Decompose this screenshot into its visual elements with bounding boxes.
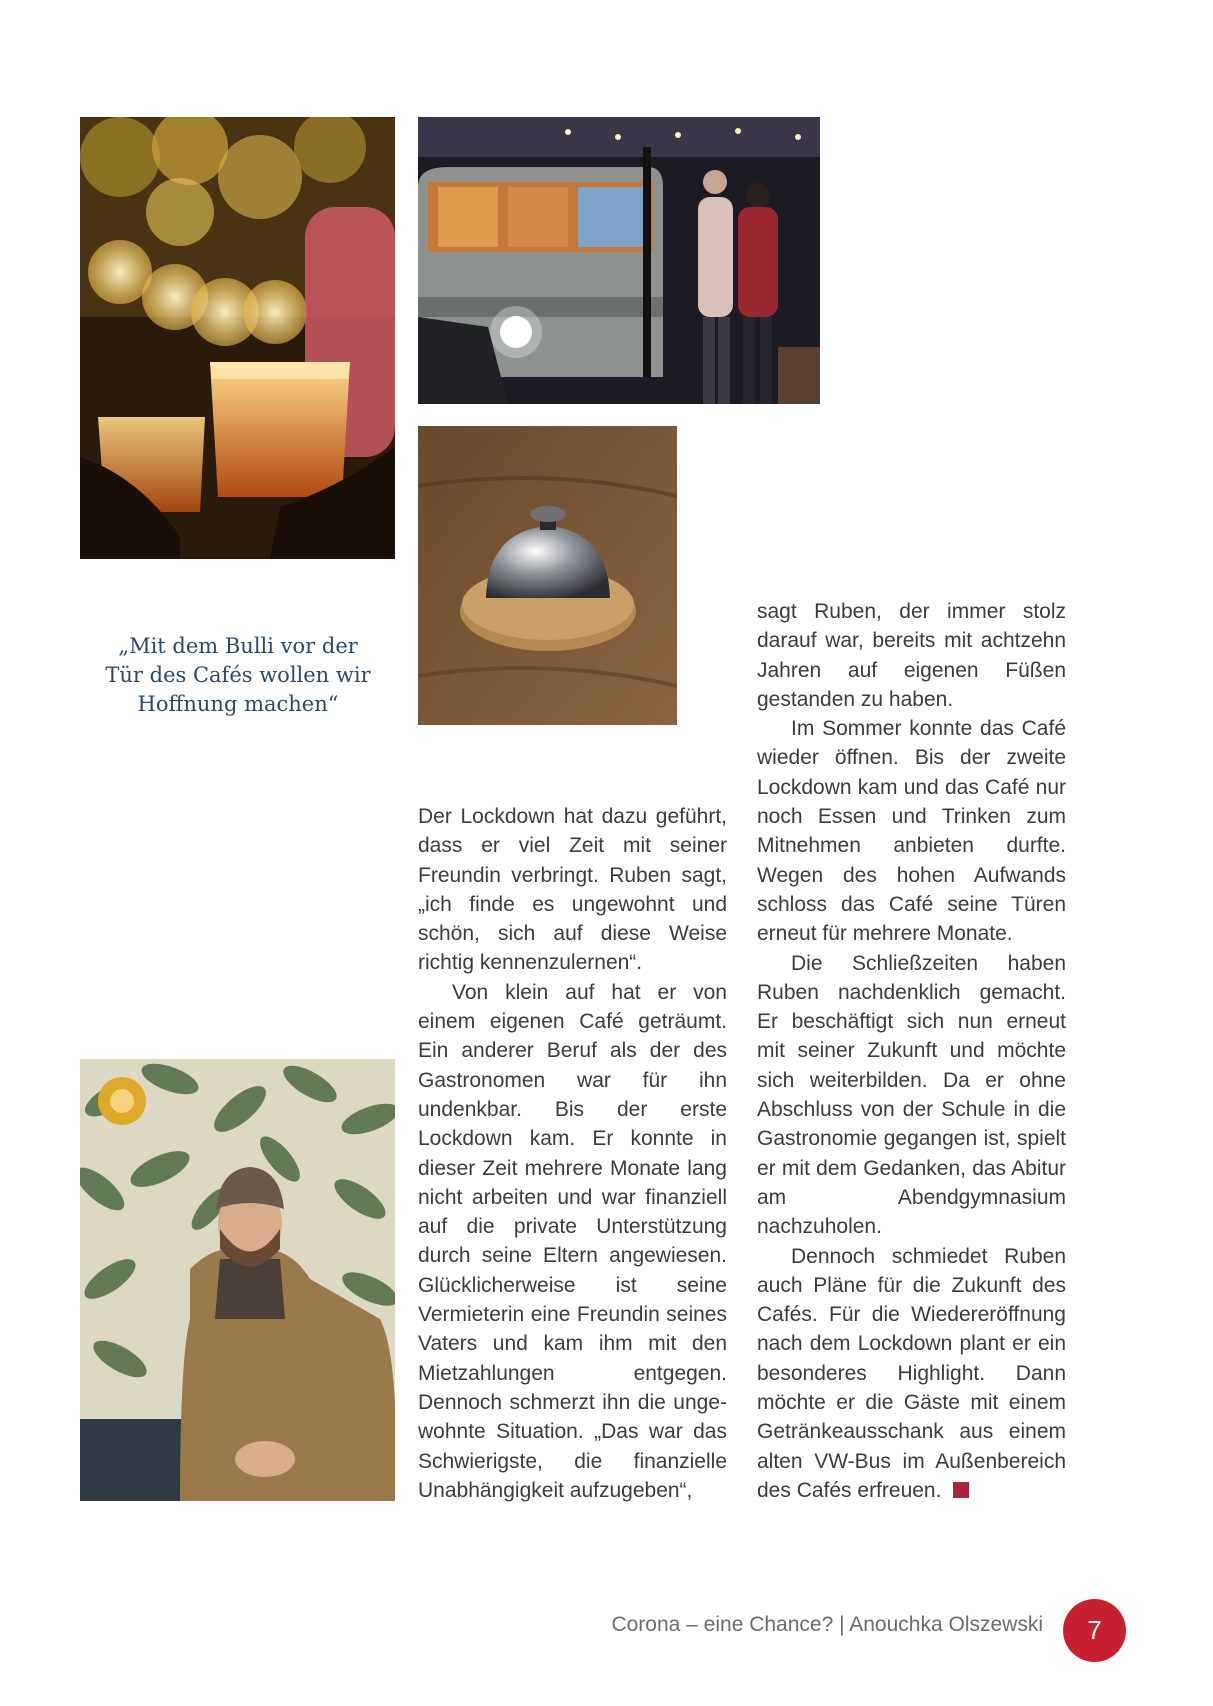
page-number-badge — [1063, 1599, 1126, 1662]
article-paragraph: sagt Ruben, der immer stolz darauf war, bereits mit achtzehn Jahren auf eigenen Füßen gestanden zu haben. — [757, 600, 1066, 711]
pull-quote-line: „Mit dem Bulli vor der — [118, 634, 358, 658]
pull-quote-line: Hoffnung machen“ — [137, 692, 339, 716]
pull-quote — [90, 632, 386, 719]
end-of-article-mark — [953, 1482, 969, 1498]
article-column-right — [757, 597, 1066, 1505]
photo-vw-bus-night — [418, 117, 820, 404]
article-paragraph: Der Lockdown hat dazu geführt, dass er viel Zeit mit seiner Freundin verbringt. Ruben sagt, „ich finde es ungewohnt und schön, sich auf diese Weise richtig kennenzulernen“. — [418, 805, 727, 975]
pull-quote-line: Tür des Cafés wollen wir — [105, 663, 371, 687]
photo-service-bell — [418, 426, 677, 725]
article-paragraph: Die Schließzeiten haben Ruben nachdenklich gemacht. Er beschäftigt sich nun erneut mit seiner Zukunft und möchte sich weiterbilden. Da er ohne Abschluss von der Schule in die Gastronomie gegangen ist, spielt er mit dem Gedanken, das Abitur am Abendgymnasium nachzuholen. — [757, 951, 1066, 1239]
article-paragraph: Im Sommer konnte das Café wieder öffnen. Bis der zweite Lockdown kam und das Café nur noch Essen und Trinken zum Mitnehmen anbieten durfte. Wegen des hohen Aufwands schloss das Café seine Türen erneut für mehrere Monate. — [757, 717, 1066, 946]
article-column-middle — [418, 802, 727, 1505]
page-number: 7 — [1087, 1615, 1102, 1645]
photo-ruben-portrait — [80, 1059, 395, 1501]
photo-drinks-bokeh — [80, 117, 395, 559]
article-paragraph: Dennoch schmiedet Ruben auch Pläne für die Zukunft des Cafés. Für die Wiedereröffnung nach dem Lockdown plant er ein besonderes Highlight. Dann möchte er die Gäste mit einem Getränkeausschank aus einem alten VW-Bus im Außenbereich des Cafés erfreuen. — [757, 1244, 1066, 1502]
article-paragraph: Von klein auf hat er von einem eigenen Café geträumt. Ein anderer Beruf als der des Gastronomen war für ihn undenkbar. Bis der erste Lockdown kam. Er konnte in dieser Zeit mehrere Monate lang nicht arbeiten und war finanziell auf die private Unterstützung durch seine Eltern angewiesen. Glücklicherweise ist seine Vermieterin eine Freundin seines Vaters und kam ihm mit den Mietzahlungen entgegen. Dennoch schmerzt ihn die ungewohnte Situation. „Das war das Schwierigste, die finanzielle Unabhängigkeit aufzugeben“, — [418, 980, 727, 1502]
footer-running-title: Corona – eine Chance? | Anouchka Olszewski — [611, 1613, 1043, 1636]
